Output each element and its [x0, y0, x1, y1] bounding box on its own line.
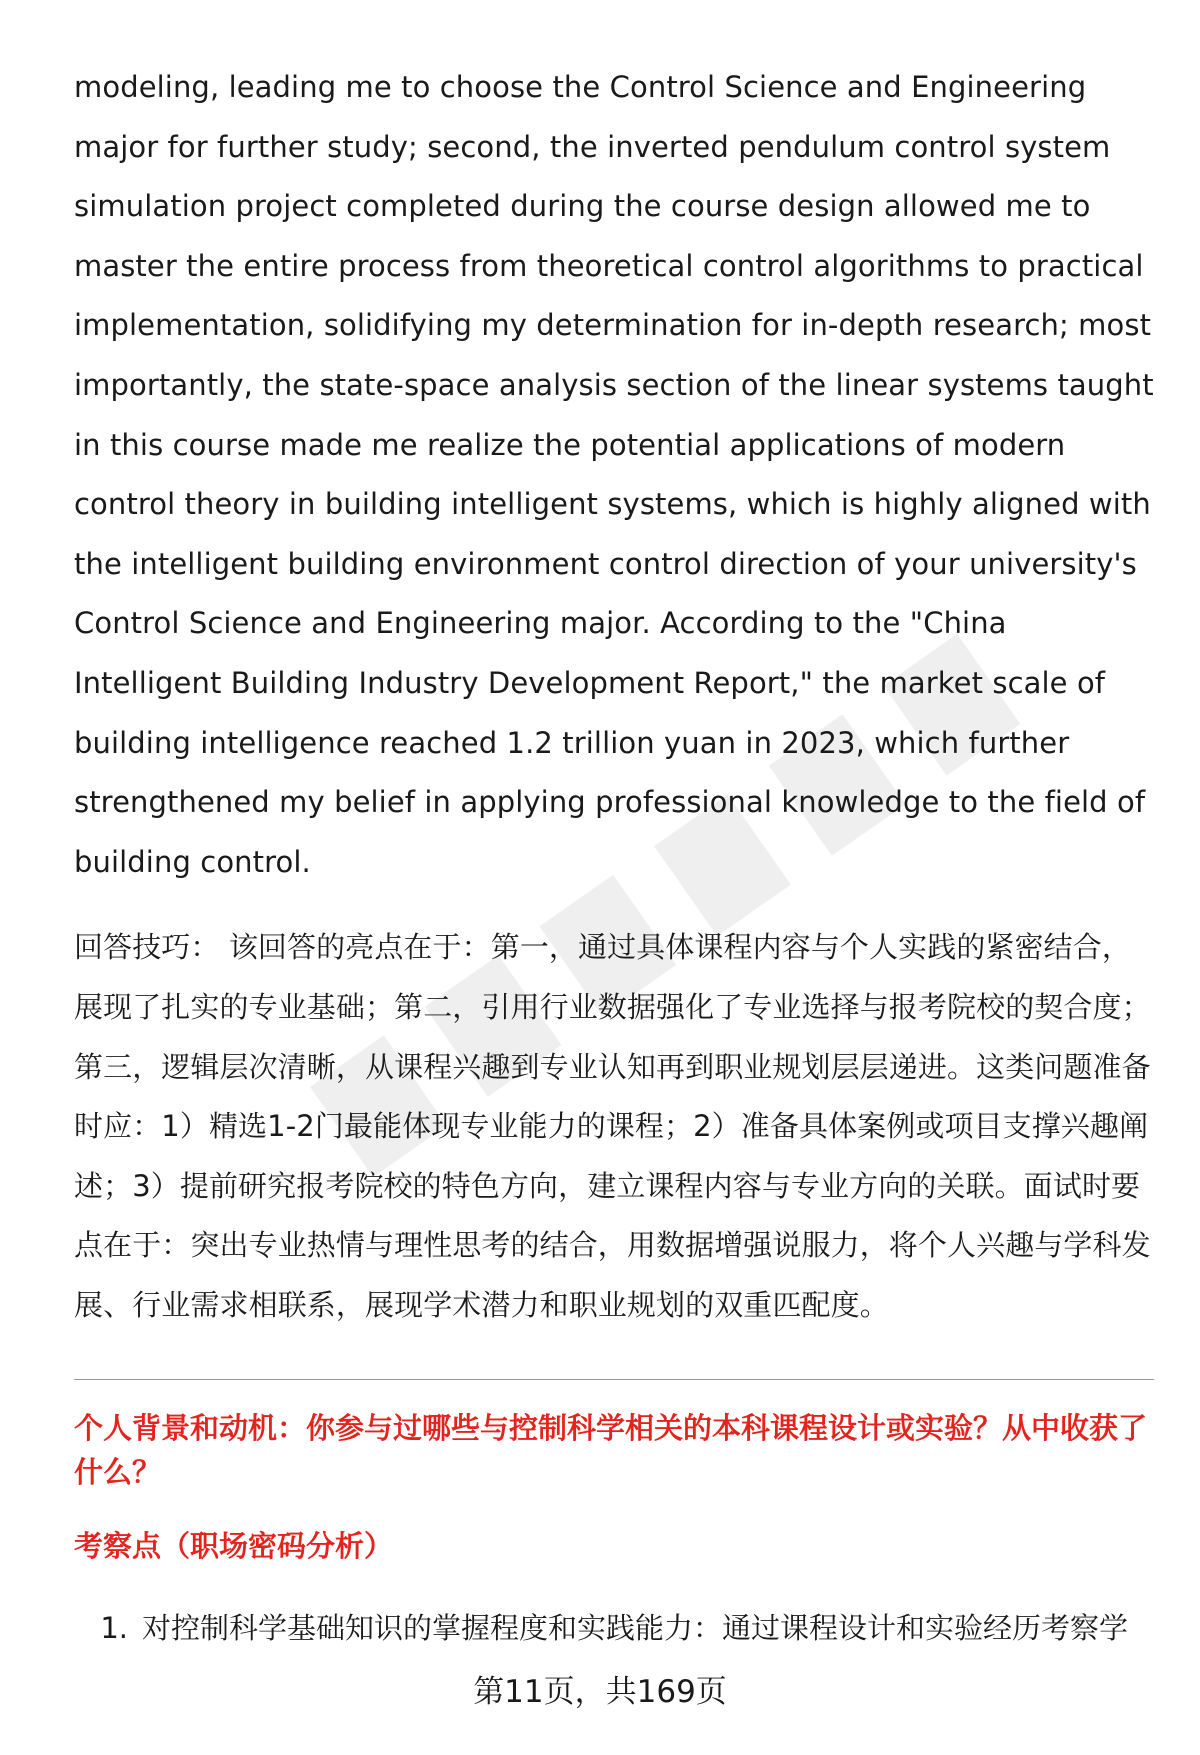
answer-continuation-paragraph: modeling, leading me to choose the Control Science and Engineering major for further study; second, the inverted pendulum control system simulation project completed during the course design allowed me to master the entire process from theoretical control algorithms to practical implementation, solidifying my determination for in-depth research; most importantly, the state-space analysis section of the linear systems taught in this course made me realize the potential applications of modern control theory in building intelligent systems, which is highly aligned with the intelligent building environment control direction of your university's Control Science and Engineering major. According to the "China Intelligent Building Industry Development Report," the market scale of building intelligence reached 1.2 trillion yuan in 2023, which further strengthened my belief in applying professional knowledge to the field of building control.: [74, 70, 1154, 879]
document-page: [74, 58, 1154, 1650]
list-item: [74, 1606, 1154, 1650]
answer-tips-paragraph: 回答技巧： 该回答的亮点在于：第一，通过具体课程内容与个人实践的紧密结合，展现了扎实的专业基础；第二，引用行业数据强化了专业选择与报考院校的契合度；第三，逻辑层次清晰，从课程兴趣到专业认知再到职业规划层层递进。这类问题准备时应：1）精选1-2门最能体现专业能力的课程；2）准备具体案例或项目支撑兴趣阐述；3）提前研究报考院校的特色方向，建立课程内容与专业方向的关联。面试时要点在于：突出专业热情与理性思考的结合，用数据增强说服力，将个人兴趣与学科发展、行业需求相联系，展现学术潜力和职业规划的双重匹配度。: [74, 930, 1151, 1322]
section-divider: [74, 1379, 1154, 1380]
question-heading: 个人背景和动机：你参与过哪些与控制科学相关的本科课程设计或实验？从中收获了什么？: [74, 1411, 1148, 1490]
page-footer: 第11页，共169页: [473, 1674, 727, 1710]
assessment-points-list: [74, 1606, 1154, 1650]
list-item-text: 对控制科学基础知识的掌握程度和实践能力：通过课程设计和实验经历考察学: [142, 1611, 1129, 1646]
assessment-points-heading: 考察点（职场密码分析）: [74, 1529, 394, 1564]
list-item-number: 1.: [100, 1611, 128, 1646]
